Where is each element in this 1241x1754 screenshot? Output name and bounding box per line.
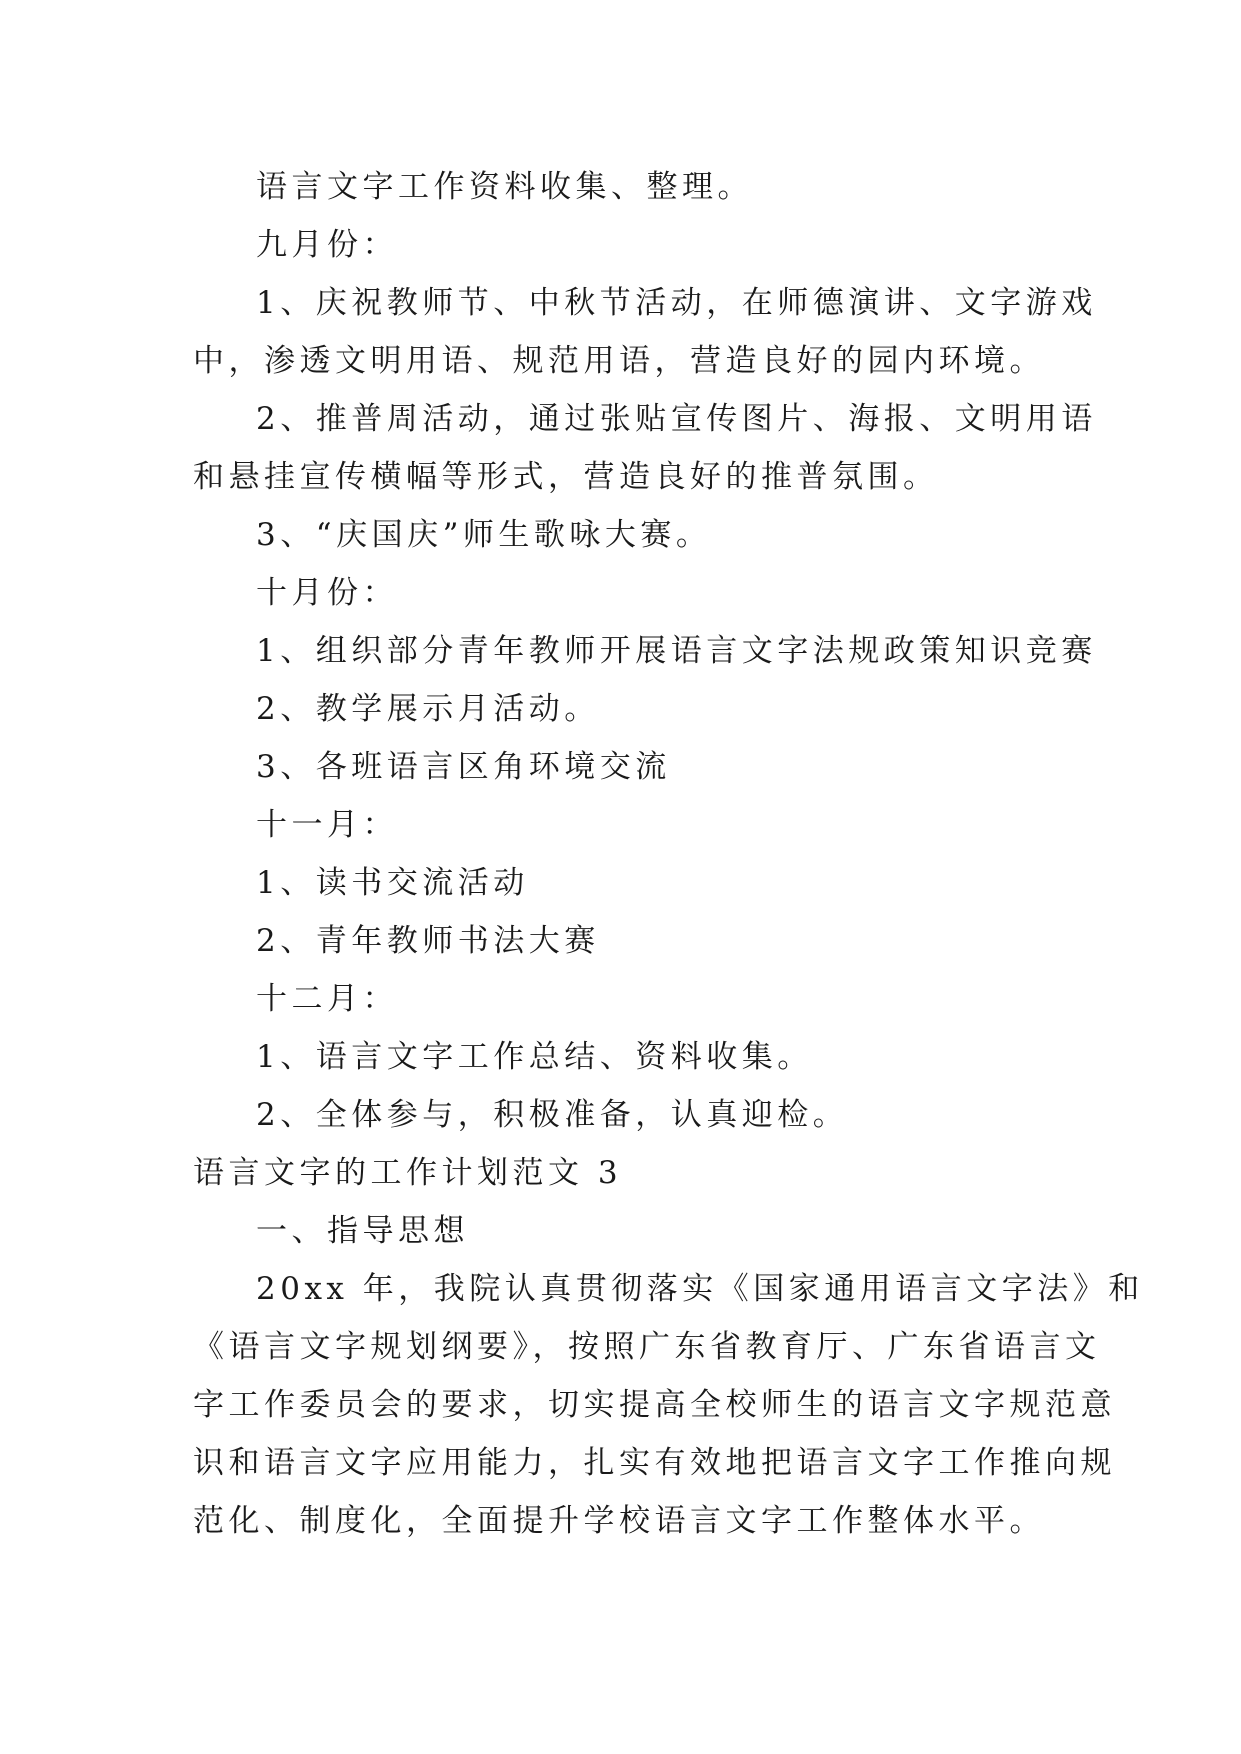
document-body [193,158,1144,1550]
section-heading-november: 十一月： [256,807,398,843]
paragraph-line: 20xx 年，我院认真贯彻落实《国家通用语言文字法》和 [256,1271,1144,1307]
paragraph-line: 1、庆祝教师节、中秋节活动，在师德演讲、文字游戏 [256,285,1097,321]
paragraph-line: 1、读书交流活动 [256,865,529,901]
section-heading-guiding-thought: 一、指导思想 [256,1213,469,1249]
paragraph-line: 范化、制度化，全面提升学校语言文字工作整体水平。 [193,1503,1045,1539]
paragraph-line: 语言文字工作资料收集、整理。 [256,169,753,205]
paragraph-line: 和悬挂宣传横幅等形式，营造良好的推普氛围。 [193,459,939,495]
paragraph-line: 1、语言文字工作总结、资料收集。 [256,1039,813,1075]
section-heading-september: 九月份： [256,227,398,263]
paragraph-line: 识和语言文字应用能力，扎实有效地把语言文字工作推向规 [193,1445,1116,1481]
paragraph-line: 中，渗透文明用语、规范用语，营造良好的园内环境。 [193,343,1045,379]
paragraph-line: 2、推普周活动，通过张贴宣传图片、海报、文明用语 [256,401,1097,437]
paragraph-line: 2、青年教师书法大赛 [256,923,600,959]
document-section-title: 语言文字的工作计划范文 3 [193,1155,623,1191]
paragraph-line: 字工作委员会的要求，切实提高全校师生的语言文字规范意 [193,1387,1116,1423]
section-heading-october: 十月份： [256,575,398,611]
paragraph-line: 3、“庆国庆”师生歌咏大赛。 [256,517,712,553]
paragraph-line: 《语言文字规划纲要》，按照广东省教育厅、广东省语言文 [193,1329,1101,1365]
paragraph-line: 2、教学展示月活动。 [256,691,600,727]
paragraph-line: 3、各班语言区角环境交流 [256,749,671,785]
paragraph-line: 2、全体参与，积极准备，认真迎检。 [256,1097,849,1133]
section-heading-december: 十二月： [256,981,398,1017]
paragraph-line: 1、组织部分青年教师开展语言文字法规政策知识竞赛 [256,633,1097,669]
